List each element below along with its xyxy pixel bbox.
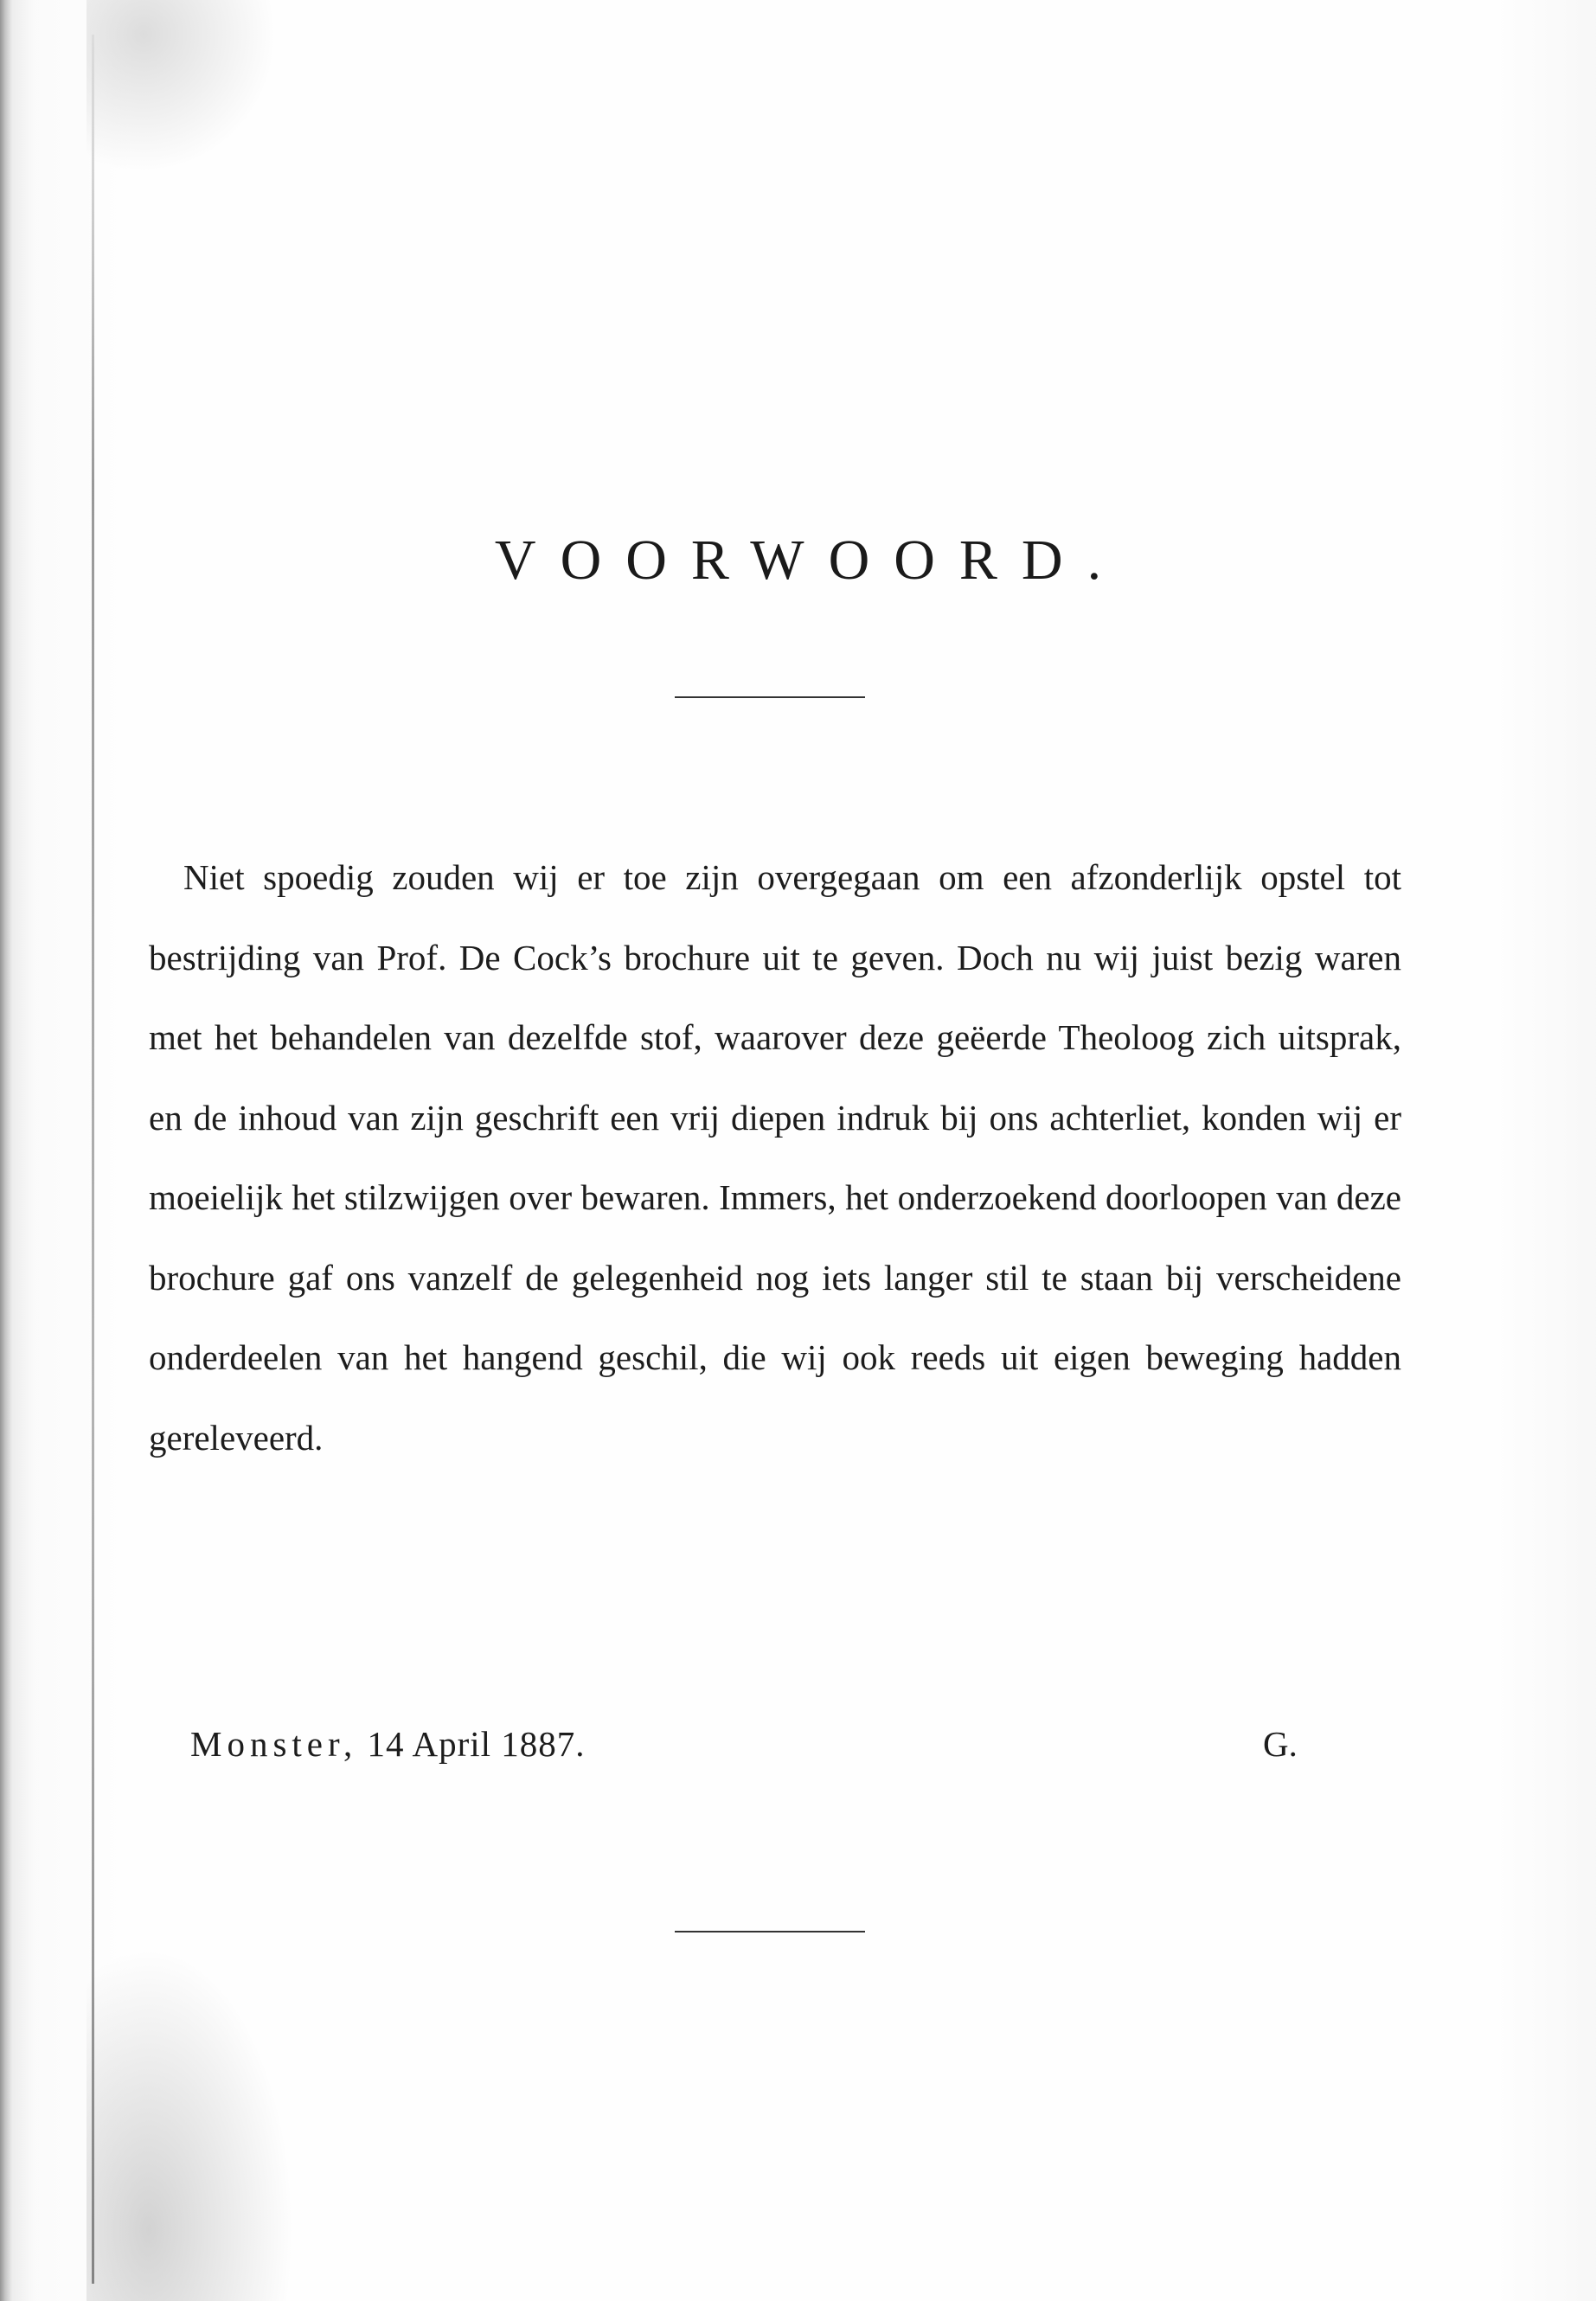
divider-bottom [675,1931,865,1932]
signature-line [190,1723,1315,1775]
place: Monster, [190,1724,358,1764]
preface-paragraph: Niet spoedig zouden wij er toe zijn overgegaan om een afzonderlijk opstel tot bestrijding van Prof. De Cock’s brochure uit te geven. Doch nu wij juist bezig waren met het behandelen van dezelfde stof, waarover deze geëerde Theoloog zich uitsprak, en de inhoud van zijn geschrift een vrij diepen indruk bij ons achterliet, konden wij er moeielijk het stilzwijgen over bewaren. Immers, het onderzoekend doorloopen van deze brochure gaf ons vanzelf de gelegenheid nog iets langer stil te staan bij verscheidene onderdeelen van het hangend geschil, die wij ook reeds uit eigen beweging hadden gereleveerd. [149,857,1401,1458]
scan-speckle-top [87,0,277,173]
page-title: VOORWOORD. [494,529,1126,592]
date: 14 April 1887. [367,1724,586,1764]
scan-speckle-right [1492,0,1596,2301]
scan-speckle-bottom [87,1946,294,2301]
place-date [190,1723,586,1765]
author-initial: G. [1263,1724,1298,1764]
preface-body [149,837,1401,1477]
divider-top [675,696,865,698]
